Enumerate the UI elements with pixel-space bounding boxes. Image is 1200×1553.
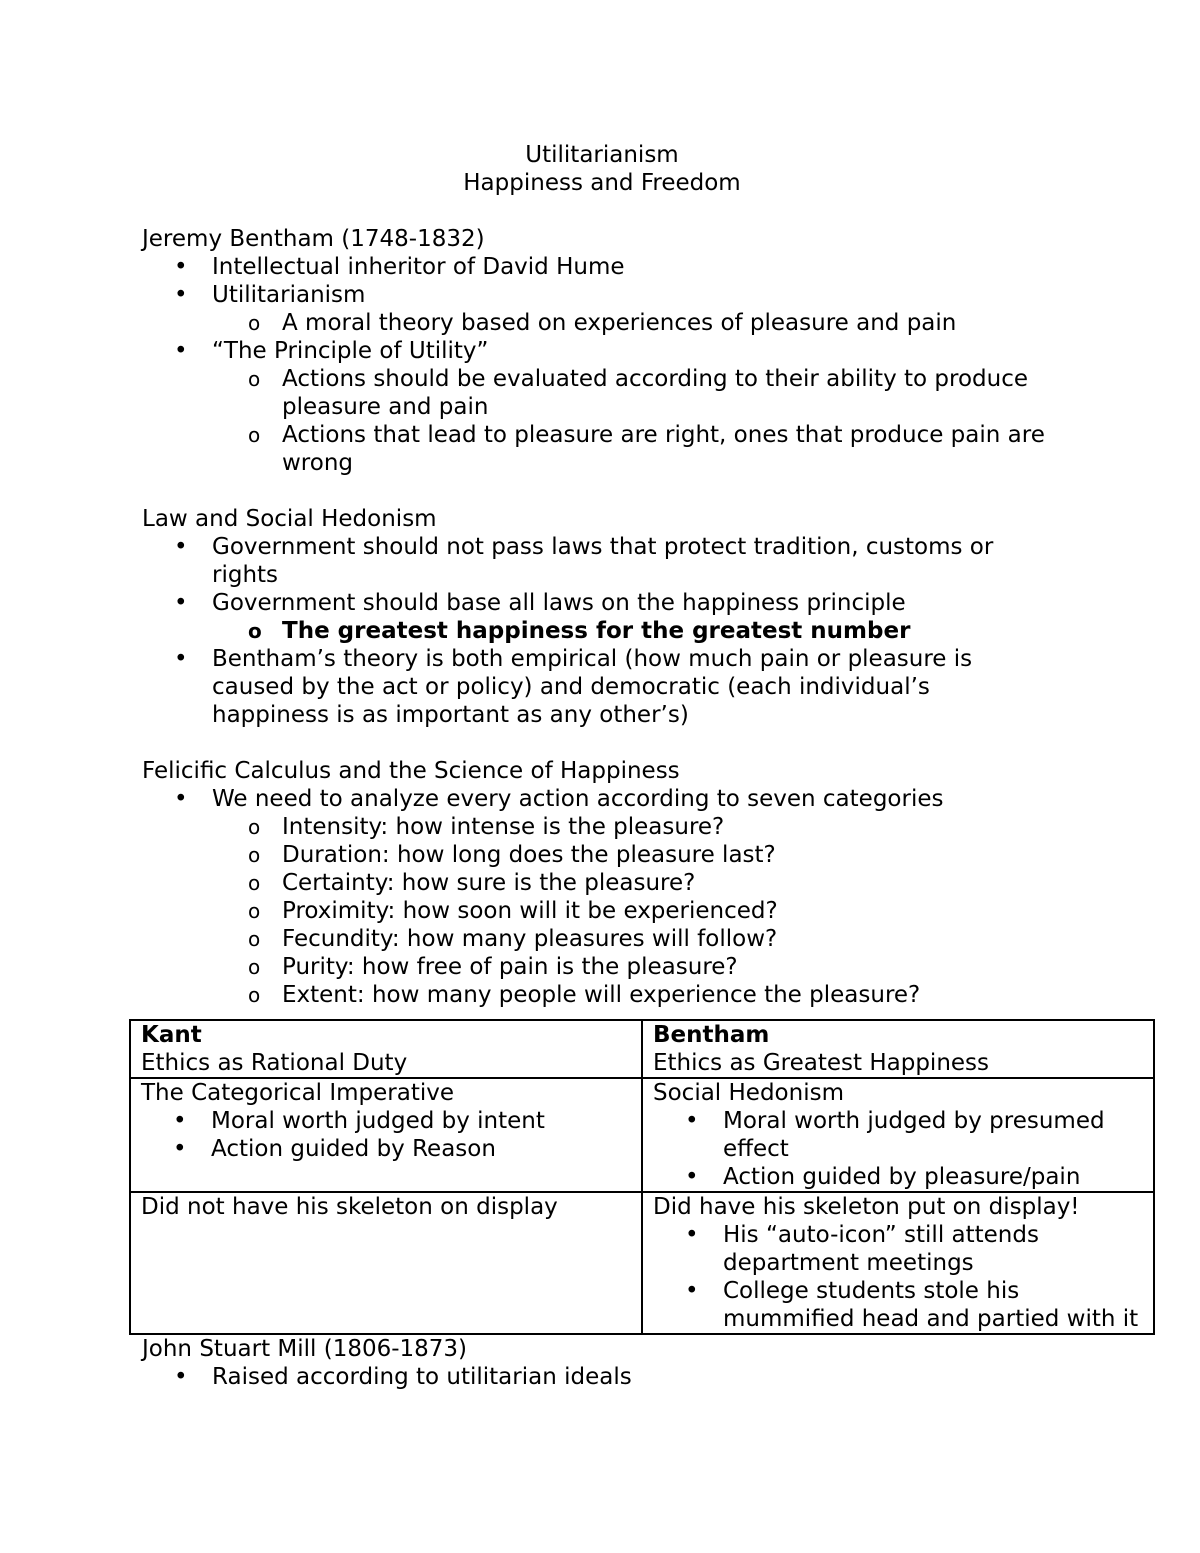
list-item: • Government should not pass laws that protect tradition, customs or rights	[212, 533, 1032, 589]
category-item: o Fecundity: how many pleasures will follow?	[282, 925, 1052, 953]
category-item: o Certainty: how sure is the pleasure?	[282, 869, 1052, 897]
bentham-skeleton: Did have his skeleton put on display!	[653, 1194, 1080, 1220]
list-item-text: “The Principle of Utility”	[212, 338, 489, 364]
section-heading-felicific: Felicific Calculus and the Science of Happiness	[142, 758, 680, 784]
section-heading-law: Law and Social Hedonism	[142, 506, 437, 532]
table-cell-bentham-principle	[642, 1078, 1154, 1192]
sub-list-item: o Actions that lead to pleasure are right, ones that produce pain are wrong	[282, 421, 1052, 477]
list-item: • Action guided by Reason	[211, 1135, 631, 1163]
table-row	[130, 1078, 1154, 1192]
category-item: o Duration: how long does the pleasure last?	[282, 841, 1052, 869]
table-cell-kant-header	[130, 1020, 642, 1078]
kant-principle: The Categorical Imperative	[141, 1080, 455, 1106]
list-item: • Action guided by pleasure/pain	[723, 1163, 1143, 1191]
doc-title: Utilitarianism	[525, 142, 679, 168]
list-item: • Bentham’s theory is both empirical (how much pain or pleasure is caused by the act or policy) and democratic (each individual’s happiness is as important as any other’s)	[212, 645, 1032, 729]
list-item: • Moral worth judged by intent	[211, 1107, 631, 1135]
table-row	[130, 1020, 1154, 1078]
category-item: o Purity: how free of pain is the pleasure?	[282, 953, 1052, 981]
list-item	[212, 785, 1032, 1009]
list-item: • Moral worth judged by presumed effect	[723, 1107, 1143, 1163]
list-item-text: We need to analyze every action according to seven categories	[212, 786, 944, 812]
list-item: • Raised according to utilitarian ideals	[212, 1363, 1032, 1391]
list-item-text: Government should base all laws on the happiness principle	[212, 590, 906, 616]
table-cell-kant-skeleton	[130, 1192, 642, 1334]
doc-subtitle: Happiness and Freedom	[463, 170, 741, 196]
section-heading-bentham: Jeremy Bentham (1748-1832)	[142, 226, 485, 252]
kant-skeleton: Did not have his skeleton on display	[141, 1194, 558, 1220]
section-heading-mill: John Stuart Mill (1806-1873)	[142, 1336, 468, 1362]
bentham-name: Bentham	[653, 1022, 770, 1048]
category-item: o Intensity: how intense is the pleasure?	[282, 813, 1052, 841]
kant-bentham-table	[129, 1019, 1155, 1335]
category-list	[212, 813, 1032, 1009]
list-item: • Intellectual inheritor of David Hume	[212, 253, 1032, 281]
bentham-principle: Social Hedonism	[653, 1080, 844, 1106]
table-cell-kant-principle	[130, 1078, 642, 1192]
sub-list-item: o A moral theory based on experiences of pleasure and pain	[282, 309, 1052, 337]
list-item	[212, 589, 1032, 645]
document-page	[142, 141, 1154, 1391]
list-item	[212, 337, 1045, 477]
category-item: o Proximity: how soon will it be experienced?	[282, 897, 1052, 925]
list-item: • His “auto-icon” still attends department meetings	[723, 1221, 1143, 1277]
mill-list	[142, 1363, 1154, 1391]
bentham-subtitle: Ethics as Greatest Happiness	[653, 1050, 990, 1076]
list-item: • College students stole his mummified head and partied with it	[723, 1277, 1143, 1333]
table-cell-bentham-skeleton	[642, 1192, 1154, 1334]
category-item: o Extent: how many people will experience the pleasure?	[282, 981, 1052, 1009]
table-row	[130, 1192, 1154, 1334]
bentham-list	[142, 253, 1154, 477]
law-list	[142, 533, 1154, 729]
sub-list-item: o Actions should be evaluated according to their ability to produce pleasure and pain	[282, 365, 1052, 421]
list-item-text: Utilitarianism	[212, 282, 366, 308]
felicific-list	[142, 785, 1154, 1009]
sub-list-item-emphasis: o The greatest happiness for the greatest number	[282, 617, 1052, 645]
table-cell-bentham-header	[642, 1020, 1154, 1078]
kant-subtitle: Ethics as Rational Duty	[141, 1050, 408, 1076]
kant-name: Kant	[141, 1022, 202, 1048]
list-item	[212, 281, 1032, 337]
